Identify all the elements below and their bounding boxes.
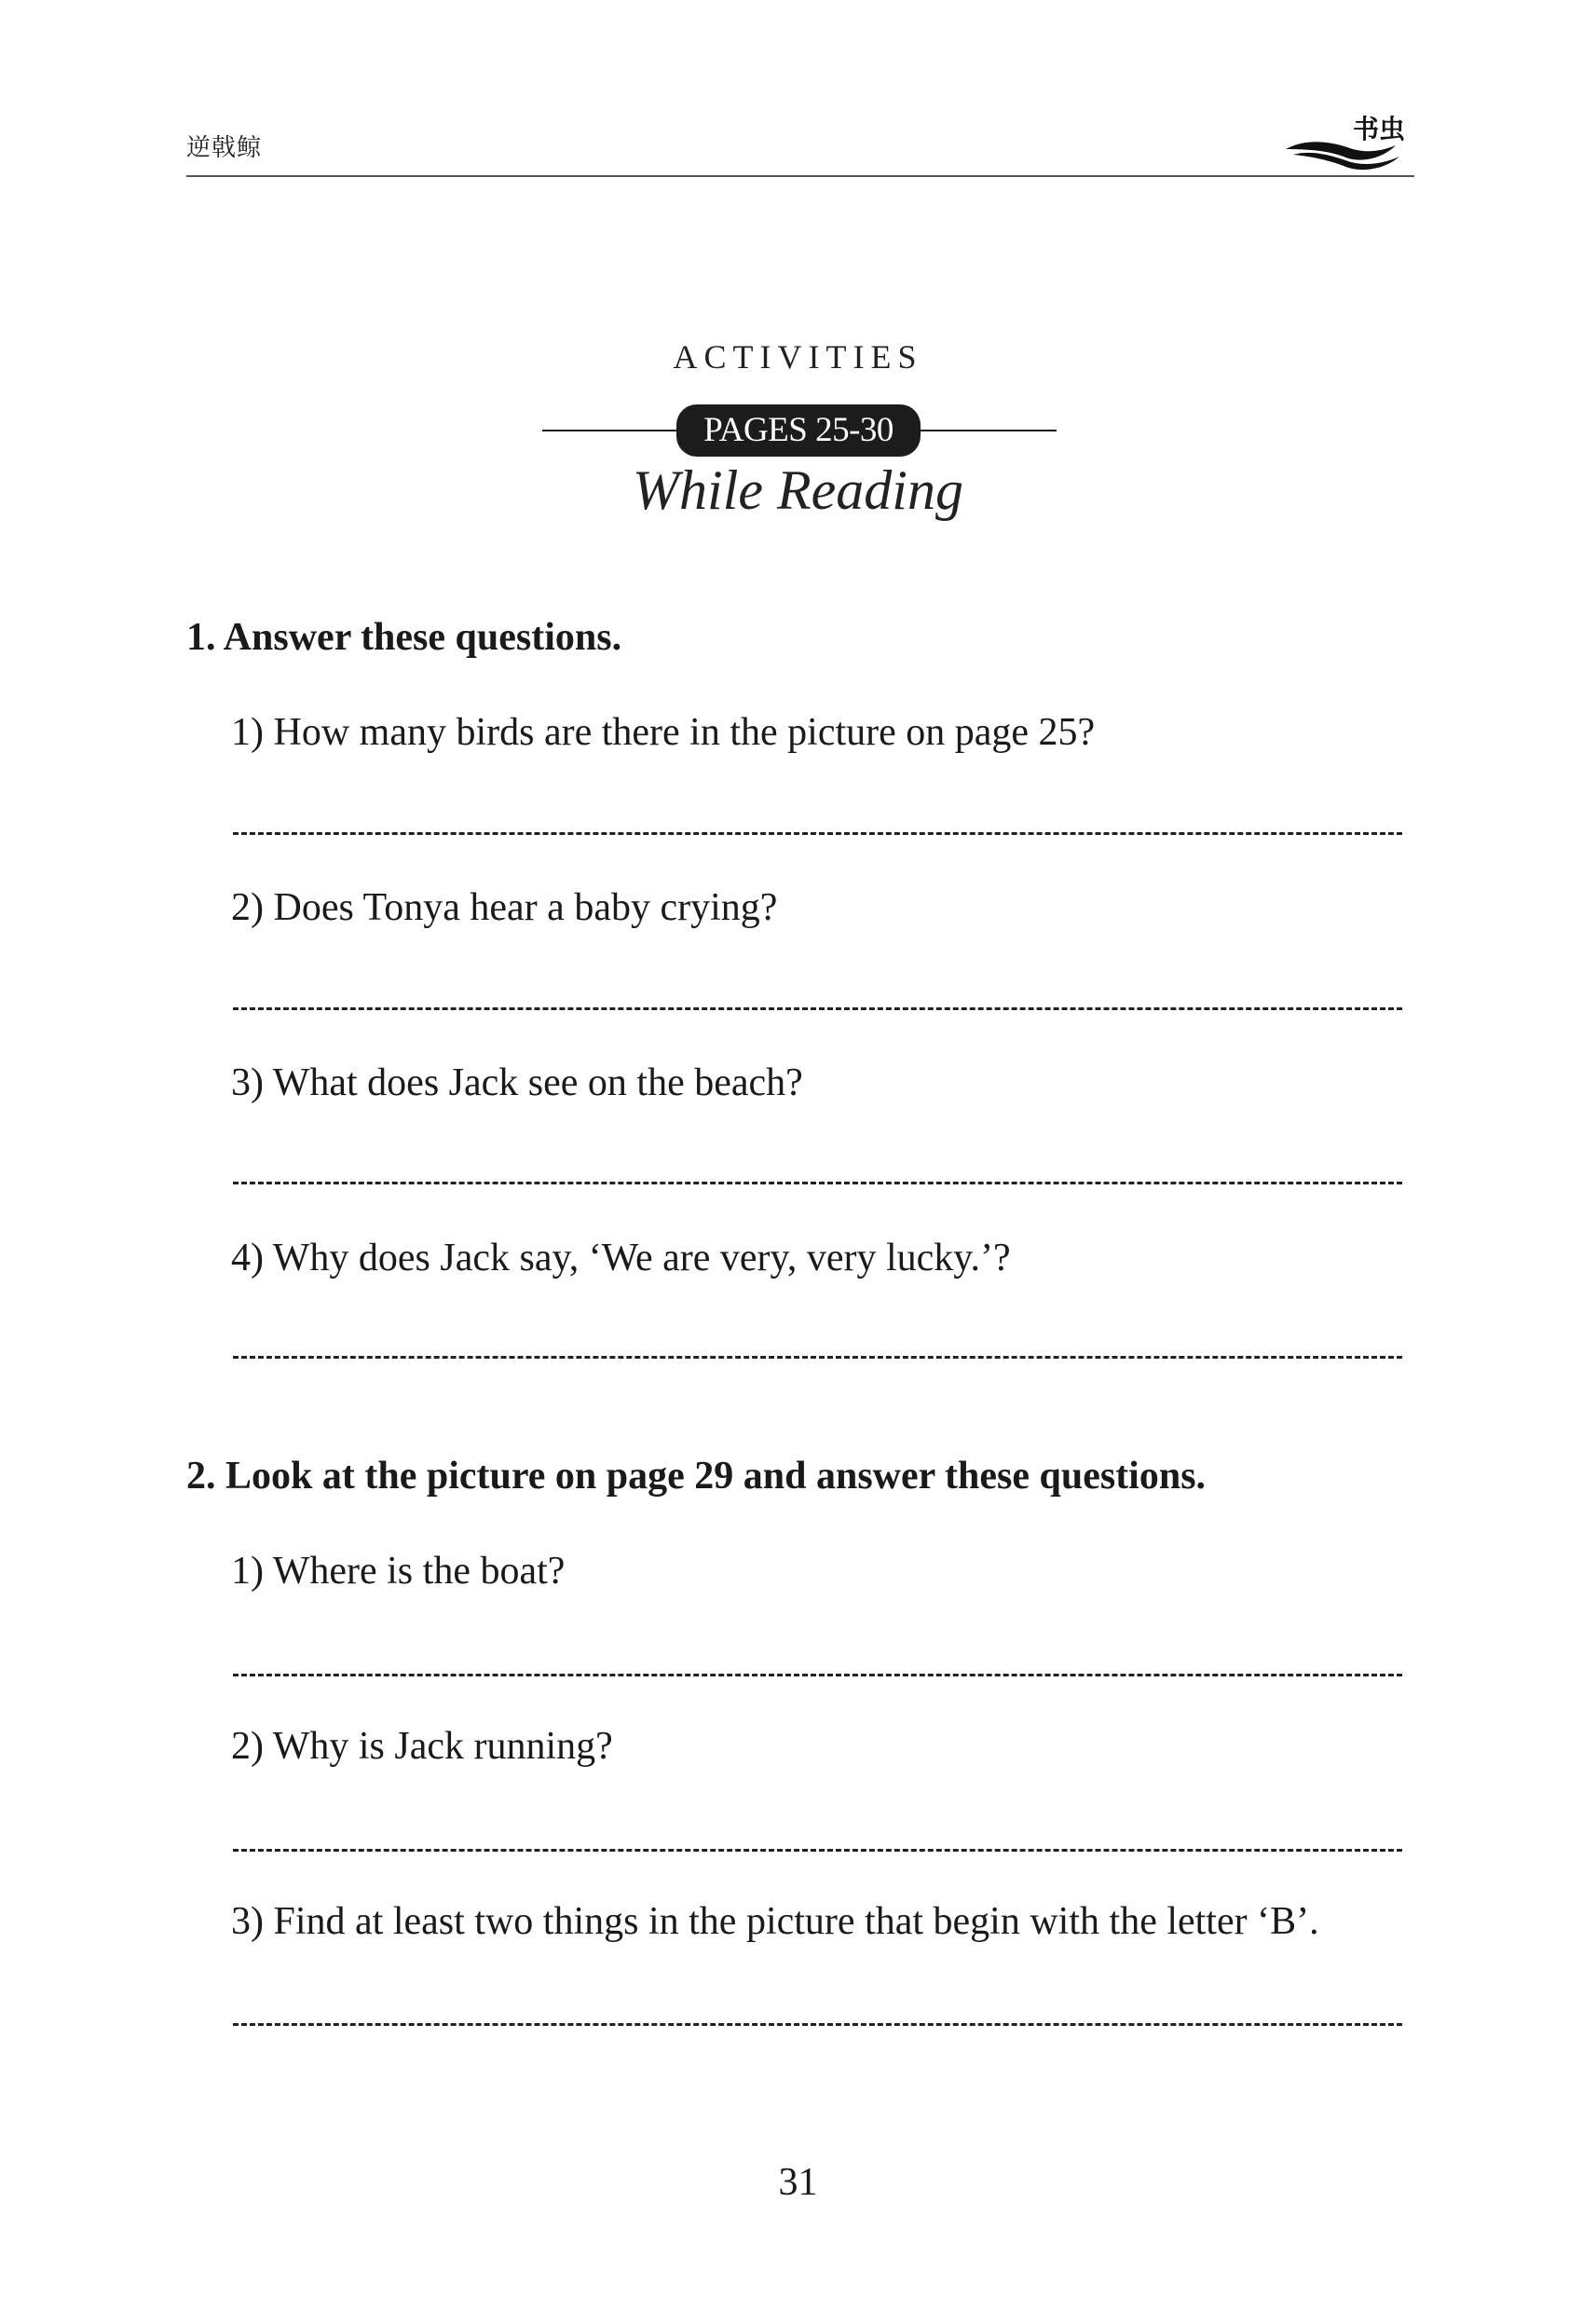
section-subtitle: While Reading	[633, 459, 963, 521]
bookworm-logo-icon	[1286, 110, 1416, 175]
activities-title: ACTIVITIES	[673, 338, 923, 376]
exercise-2-answer-line-1[interactable]	[233, 1674, 1402, 1676]
pages-divider-right	[915, 430, 1057, 431]
exercise-2-question-2: 2) Why is Jack running?	[231, 1725, 613, 1768]
exercise-2-answer-line-3[interactable]	[233, 2023, 1402, 2026]
exercise-1-question-1: 1) How many birds are there in the picture on page 25?	[231, 711, 1096, 754]
exercise-1-answer-line-3[interactable]	[233, 1182, 1402, 1184]
exercise-1-answer-line-1[interactable]	[233, 832, 1402, 835]
pages-divider-left	[542, 430, 682, 431]
running-head: 逆戟鲸	[186, 134, 263, 162]
exercise-2-heading: 2. Look at the picture on page 29 and answer these questions.	[186, 1455, 1207, 1498]
exercise-1-answer-line-4[interactable]	[233, 1356, 1402, 1359]
pages-range-badge: PAGES 25-30	[676, 404, 921, 457]
exercise-2-question-1: 1) Where is the boat?	[231, 1550, 566, 1593]
exercise-2-answer-line-2[interactable]	[233, 1849, 1402, 1852]
exercise-1-answer-line-2[interactable]	[233, 1007, 1402, 1010]
header-rule	[186, 175, 1414, 177]
exercise-1-question-2: 2) Does Tonya hear a baby crying?	[231, 886, 778, 929]
series-logo-text: 书虫	[1353, 114, 1406, 144]
exercise-1-question-4: 4) Why does Jack say, ‘We are very, very lucky.’?	[231, 1237, 1011, 1279]
exercise-1-question-3: 3) What does Jack see on the beach?	[231, 1061, 803, 1104]
exercise-1-heading: 1. Answer these questions.	[186, 616, 622, 659]
page-number: 31	[778, 2161, 818, 2204]
exercise-2-question-3: 3) Find at least two things in the picture that begin with the letter ‘B’.	[231, 1900, 1319, 1943]
